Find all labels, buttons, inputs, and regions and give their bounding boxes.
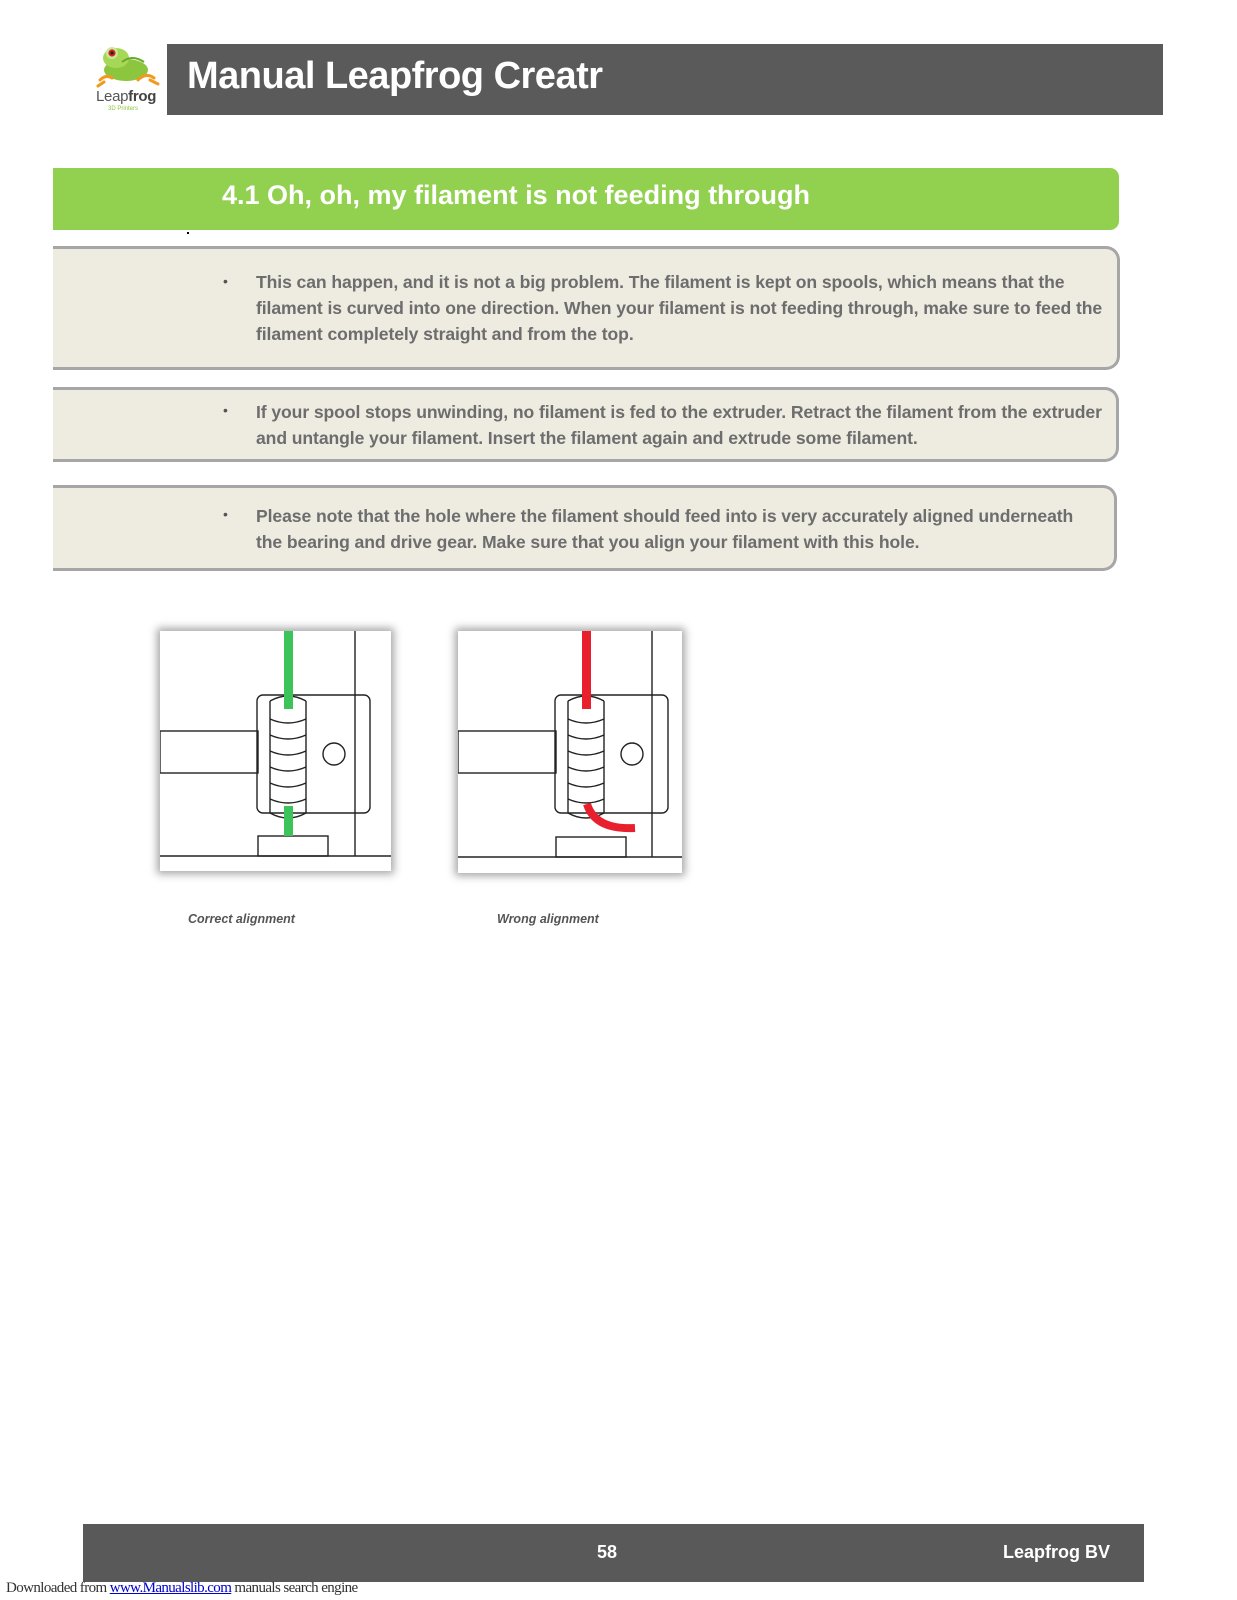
page-number: 58	[597, 1542, 618, 1562]
leapfrog-logo	[92, 42, 162, 118]
figure-caption: Wrong alignment	[497, 912, 599, 926]
filament-correct-lower	[284, 806, 293, 836]
filament-wrong-bent	[587, 804, 635, 828]
logo-wordmark: Leapfrog	[96, 88, 157, 105]
company-name: Leapfrog BV	[1003, 1542, 1111, 1562]
tip-text: Please note that the hole where the filament should feed into is very accurately aligned underneath the bearing and drive gear. Make sure that you align your filament with this hole.	[256, 506, 1074, 552]
footer-bar	[83, 1524, 1144, 1582]
filament-correct	[284, 631, 293, 709]
logo-subtitle: 3D Printers	[108, 106, 139, 112]
section-banner	[53, 168, 1119, 230]
header-bar	[167, 44, 1163, 115]
download-suffix: manuals search engine	[231, 1580, 358, 1596]
drive-gear-diagram-wrong	[458, 631, 682, 873]
section-title: 4.1 Oh, oh, my filament is not feeding through	[222, 180, 811, 210]
tip-box-spool-unwinding	[53, 387, 1119, 462]
figure-caption: Correct alignment	[188, 912, 295, 926]
tip-text: This can happen, and it is not a big problem. The filament is kept on spools, which means that the filament is curved into one direction. When your filament is not feeding through, make sure to feed the filament completely straight and from the top.	[256, 272, 1103, 344]
bullet-icon: •	[223, 273, 228, 289]
tip-box-straight-feed	[53, 246, 1120, 370]
manual-title: Manual Leapfrog Creatr	[187, 55, 603, 97]
filament-wrong	[582, 631, 591, 709]
bullet-icon: •	[223, 402, 228, 418]
download-prefix: Downloaded from	[6, 1580, 110, 1596]
tip-text: If your spool stops unwinding, no filament is fed to the extruder. Retract the filament from the extruder and untangle your filament. Insert the filament again and extrude some filament.	[256, 402, 1102, 448]
correct-alignment-figure	[160, 631, 391, 871]
frog-icon	[92, 42, 162, 88]
tip-box-hole-alignment	[53, 485, 1117, 571]
manualslib-link[interactable]: www.Manualslib.com	[109, 1580, 232, 1596]
bullet-icon: •	[223, 506, 228, 522]
drive-gear-diagram-correct	[160, 631, 391, 871]
stray-dot	[187, 232, 189, 234]
wrong-alignment-figure	[458, 631, 682, 873]
download-notice	[6, 1580, 358, 1597]
